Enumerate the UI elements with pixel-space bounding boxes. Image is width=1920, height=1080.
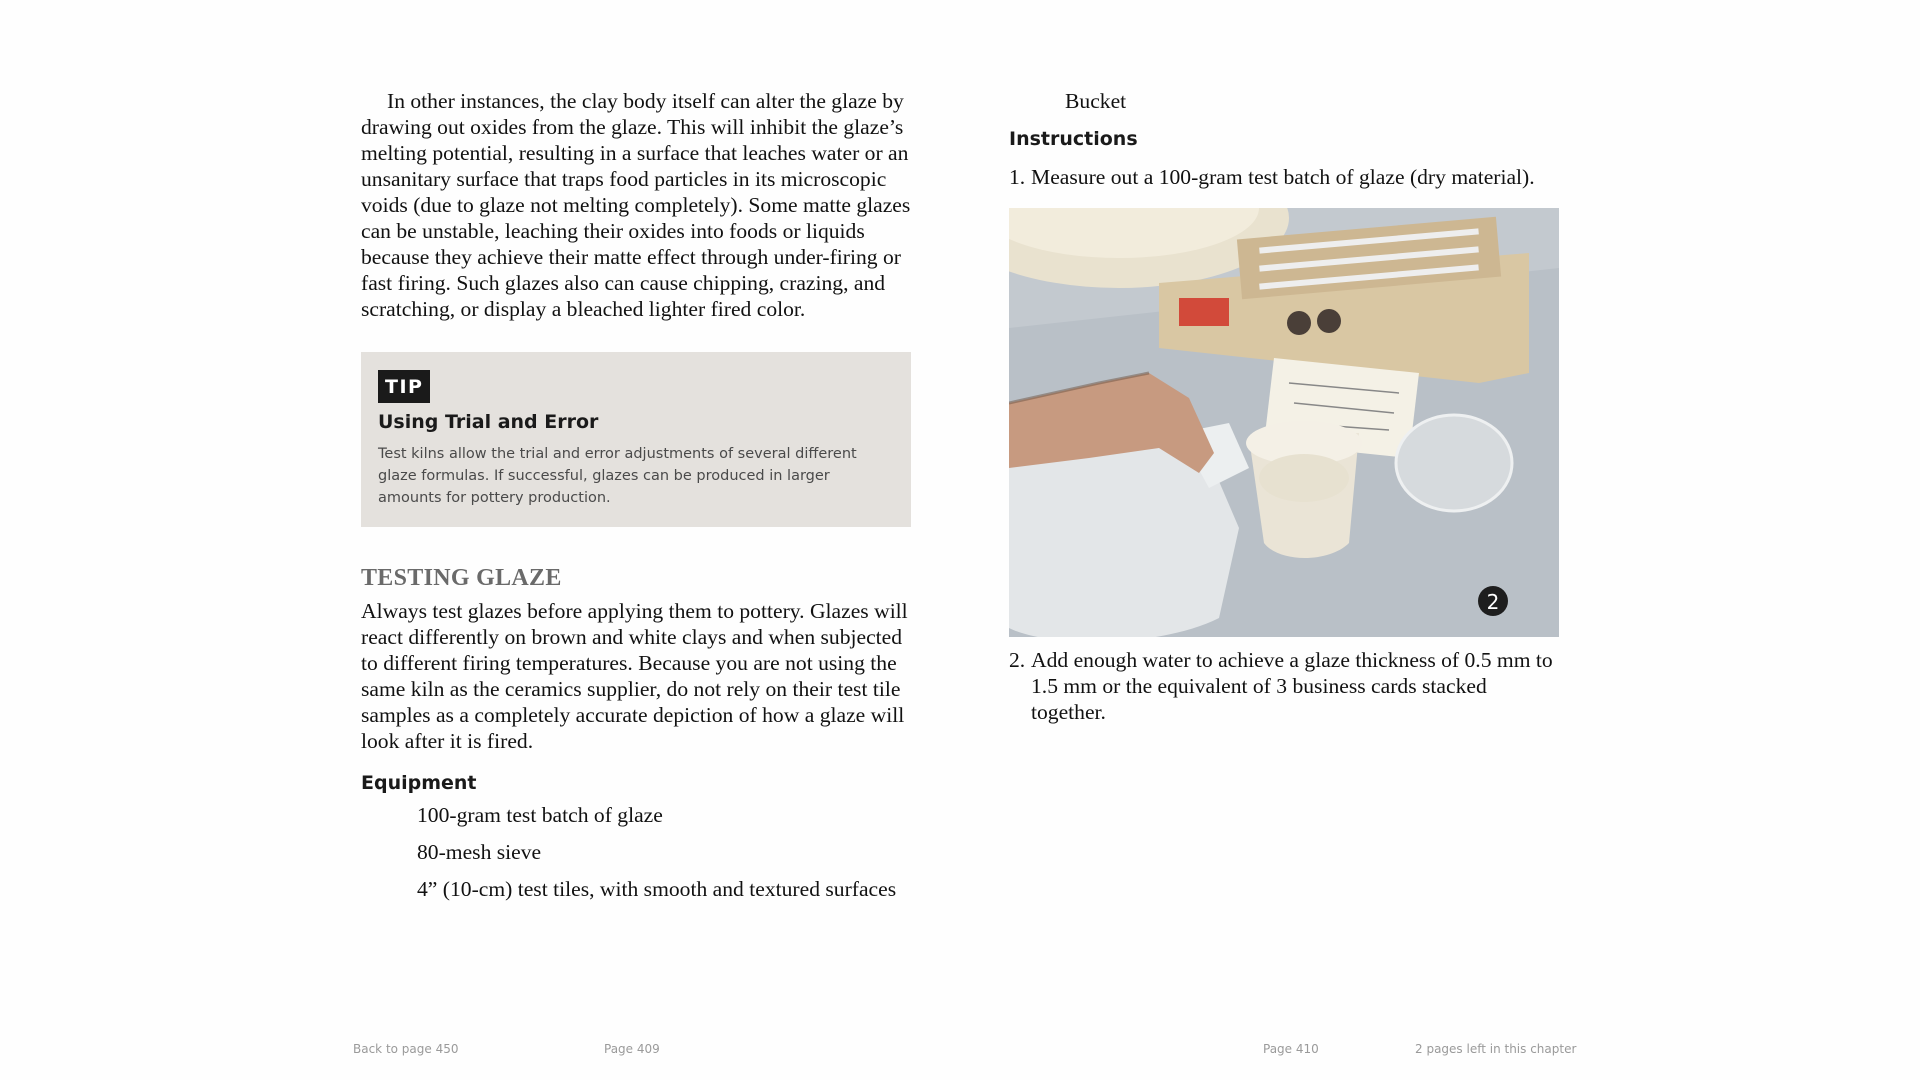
back-to-page-link[interactable]: Back to page 450 — [353, 1042, 459, 1056]
body-paragraph: In other instances, the clay body itself can alter the glaze by drawing out oxides from the glaze. This will inhibit the glaze’s melting potential, resulting in a surface that leaches water or an unsanitary surface that traps food particles in its microscopic voids (due to glaze not melting completely). Some matte glazes can be unstable, leaching their oxides into foods or liquids because they achieve their matte effect through under-firing or fast firing. Such glazes also can cause chipping, crazing, and scratching, or display a bleached lighter fired color. — [361, 89, 911, 321]
step-number: 2. — [1009, 648, 1026, 672]
list-item: Bucket — [1065, 89, 1127, 113]
instruction-step — [1009, 164, 1561, 190]
step-text: Add enough water to achieve a glaze thickness of 0.5 mm to 1.5 mm or the equivalent of 3 business cards stacked together. — [1031, 648, 1553, 724]
tip-title: Using Trial and Error — [378, 411, 599, 433]
step-text: Measure out a 100-gram test batch of glaze (dry material). — [1031, 165, 1535, 189]
glaze-photo — [1009, 208, 1559, 637]
instructions-heading: Instructions — [1009, 128, 1138, 150]
left-page — [361, 88, 913, 913]
list-item: 80-mesh sieve — [417, 840, 542, 864]
step-number: 1. — [1009, 165, 1026, 189]
section-heading: TESTING GLAZE — [361, 565, 562, 591]
equipment-list — [361, 802, 913, 902]
tip-badge: TIP — [378, 370, 430, 403]
tip-box — [361, 352, 911, 527]
list-item: 4” (10-cm) test tiles, with smooth and textured surfaces — [417, 877, 897, 901]
right-page-number: Page 410 — [1263, 1042, 1319, 1056]
tip-text: Test kilns allow the trial and error adjustments of several different glaze formulas. If successful, glazes can be produced in larger amounts for pottery production. — [378, 446, 857, 506]
photo-illustration — [1009, 208, 1559, 637]
photo-number-badge: 2 — [1486, 590, 1500, 614]
instruction-step — [1009, 647, 1561, 725]
pages-left-indicator: 2 pages left in this chapter — [1415, 1042, 1577, 1056]
left-page-number: Page 409 — [604, 1042, 660, 1056]
body-paragraph: Always test glazes before applying them to pottery. Glazes will react differently on brown and white clays and when subjected to different firing temperatures. Because you are not using the same kiln as the ceramics supplier, do not rely on their test tile samples as a completely accurate depiction of how a glaze will look after it is fired. — [361, 599, 908, 753]
equipment-heading: Equipment — [361, 772, 477, 794]
right-page — [1009, 88, 1561, 725]
list-item: 100-gram test batch of glaze — [417, 803, 663, 827]
